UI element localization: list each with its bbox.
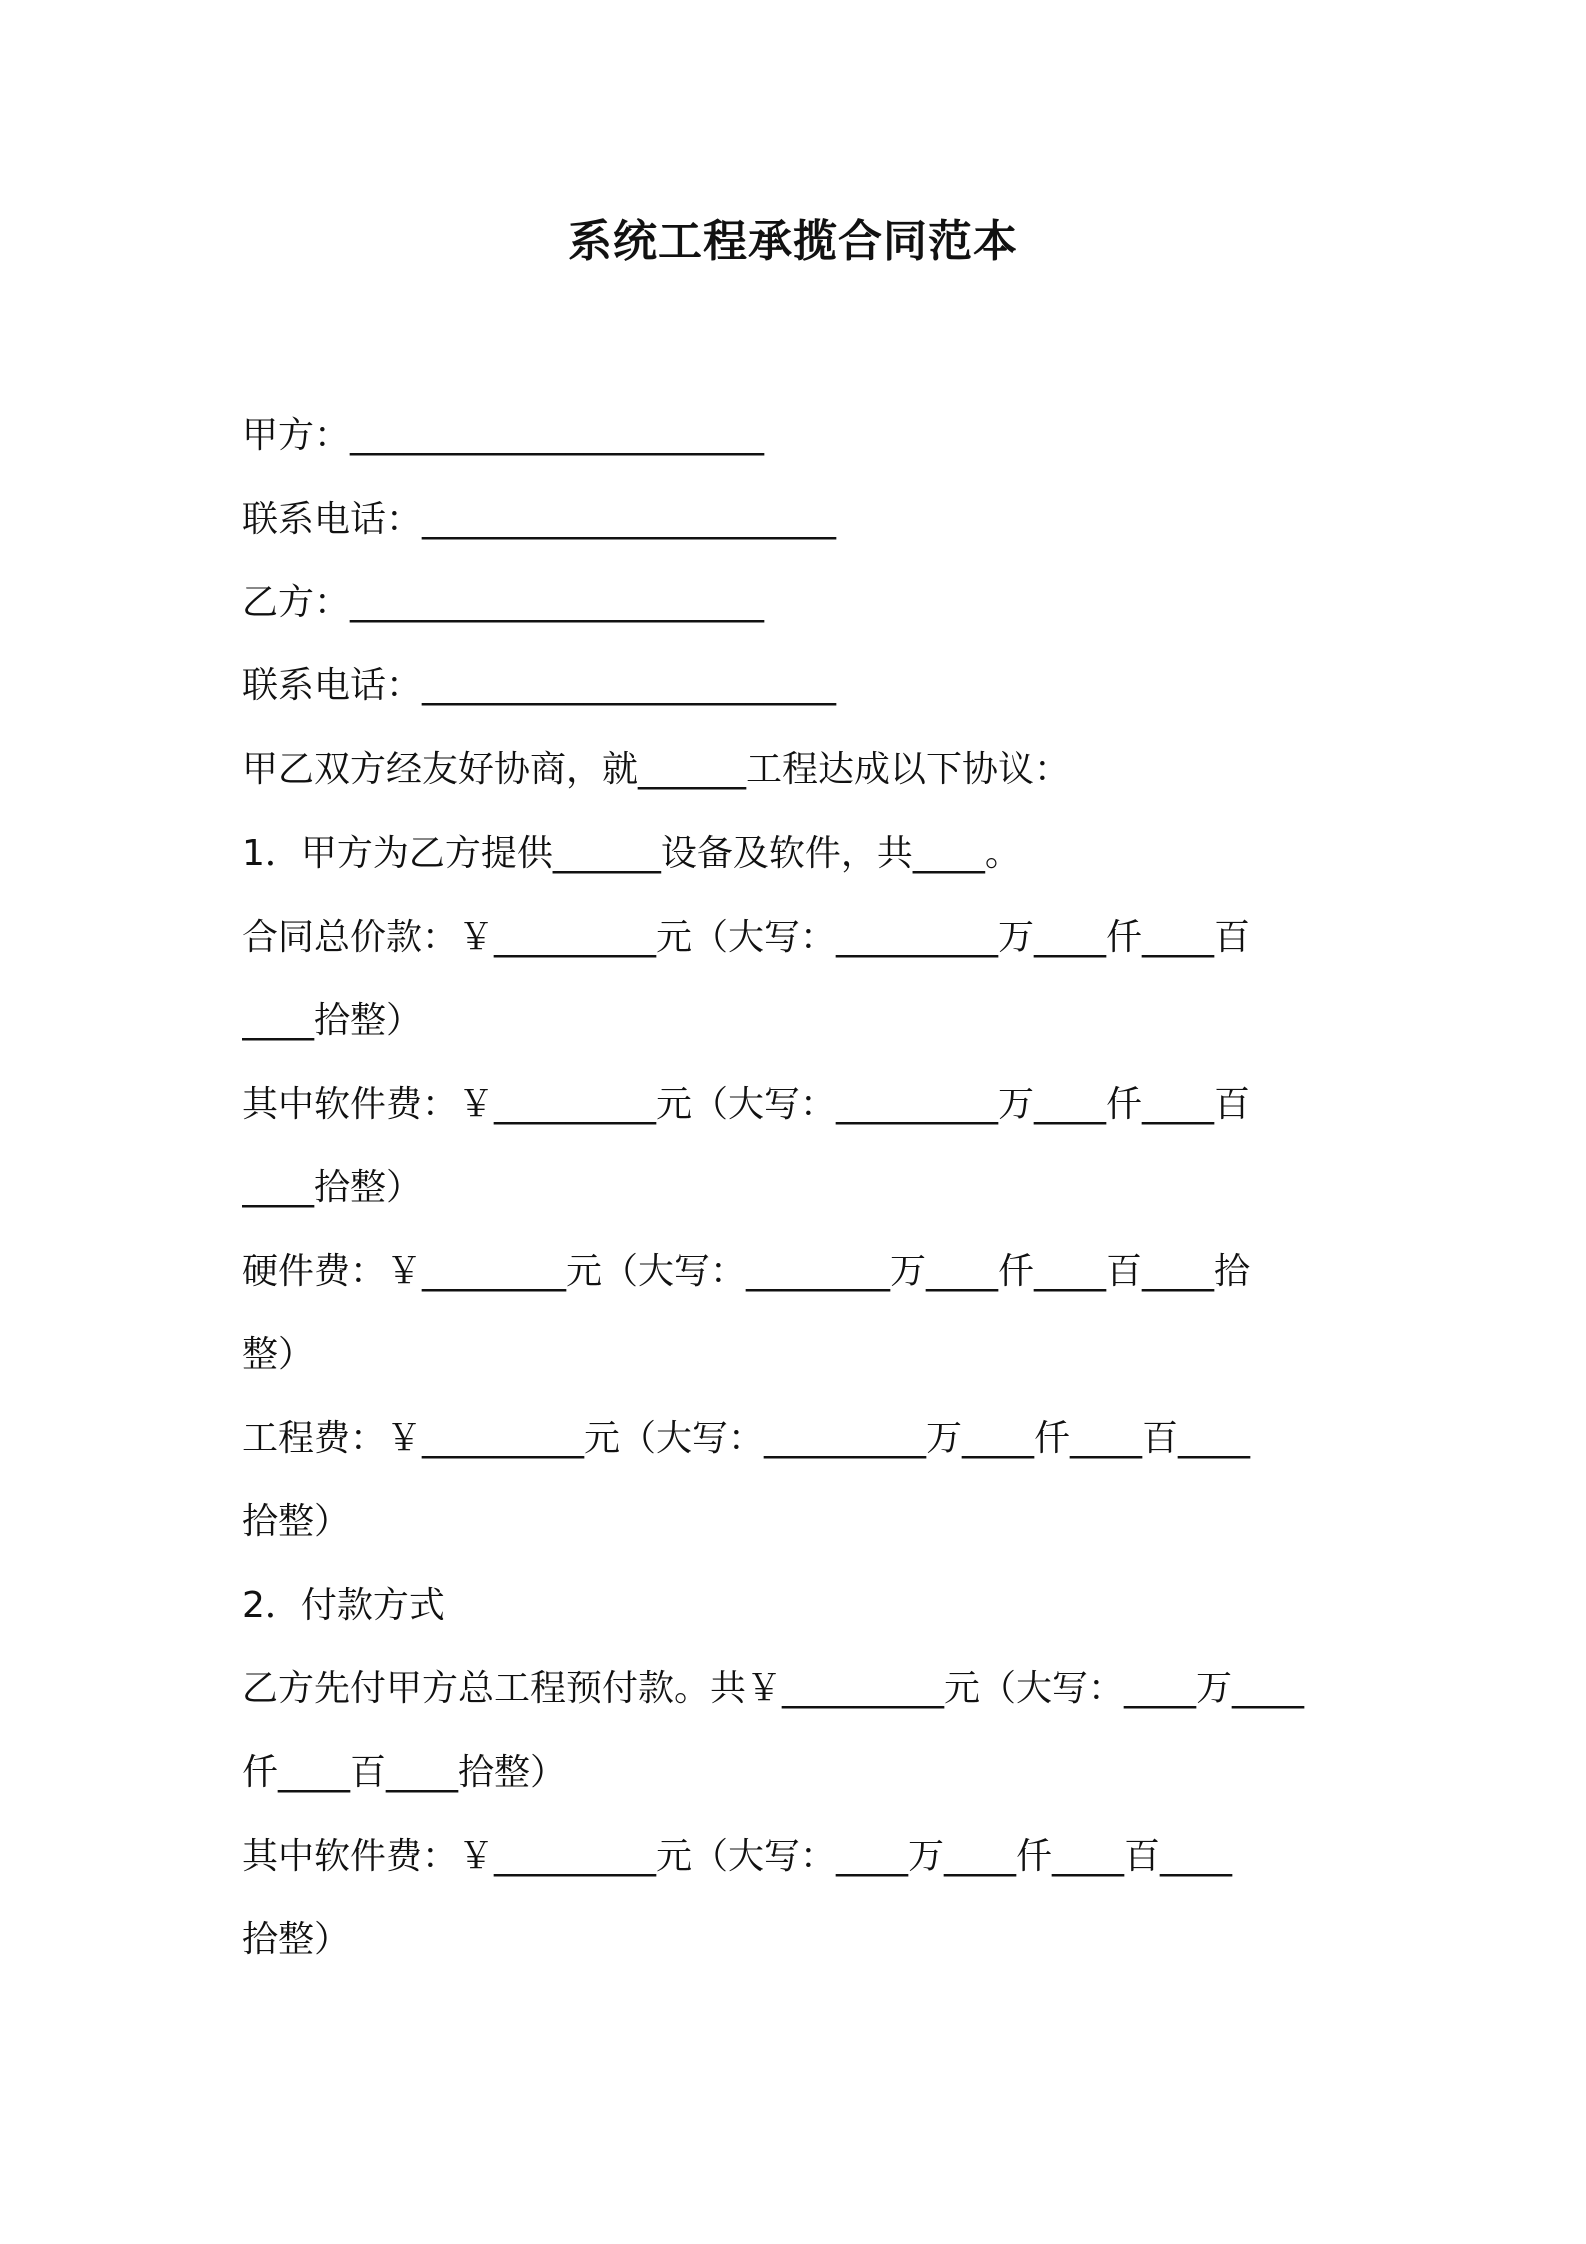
- prepay-software-fee-cont-line: 拾整）: [242, 1919, 351, 1960]
- prepayment-cont-line: 仟____百____拾整）: [242, 1752, 567, 1793]
- prepayment-line: 乙方先付甲方总工程预付款。共￥_________元（大写：____万____: [242, 1668, 1305, 1709]
- clause-2-heading: 2．付款方式: [242, 1585, 445, 1626]
- total-price-cont-line: ____拾整）: [242, 1000, 423, 1041]
- clause-1-line: 1．甲方为乙方提供______设备及软件，共____。: [242, 833, 1021, 874]
- party-b-line: 乙方：_______________________: [242, 582, 765, 623]
- software-fee-cont-line: ____拾整）: [242, 1167, 423, 1208]
- engineering-fee-cont-line: 拾整）: [242, 1501, 351, 1542]
- party-a-phone-line: 联系电话：_______________________: [242, 499, 837, 540]
- document-title: 系统工程承揽合同范本: [568, 216, 1018, 267]
- engineering-fee-line: 工程费：￥_________元（大写：_________万____仟____百____: [242, 1418, 1251, 1459]
- party-b-phone-line: 联系电话：_______________________: [242, 665, 837, 706]
- total-price-line: 合同总价款：￥_________元（大写：_________万____仟____百: [242, 917, 1251, 958]
- hardware-fee-line: 硬件费：￥________元（大写：________万____仟____百____拾: [242, 1251, 1251, 1292]
- software-fee-line: 其中软件费：￥_________元（大写：_________万____仟____百: [242, 1084, 1251, 1125]
- party-a-line: 甲方：_______________________: [242, 415, 765, 456]
- agreement-intro-line: 甲乙双方经友好协商，就______工程达成以下协议：: [242, 749, 1071, 790]
- hardware-fee-cont-line: 整）: [242, 1334, 315, 1375]
- prepay-software-fee-line: 其中软件费：￥_________元（大写：____万____仟____百____: [242, 1836, 1233, 1877]
